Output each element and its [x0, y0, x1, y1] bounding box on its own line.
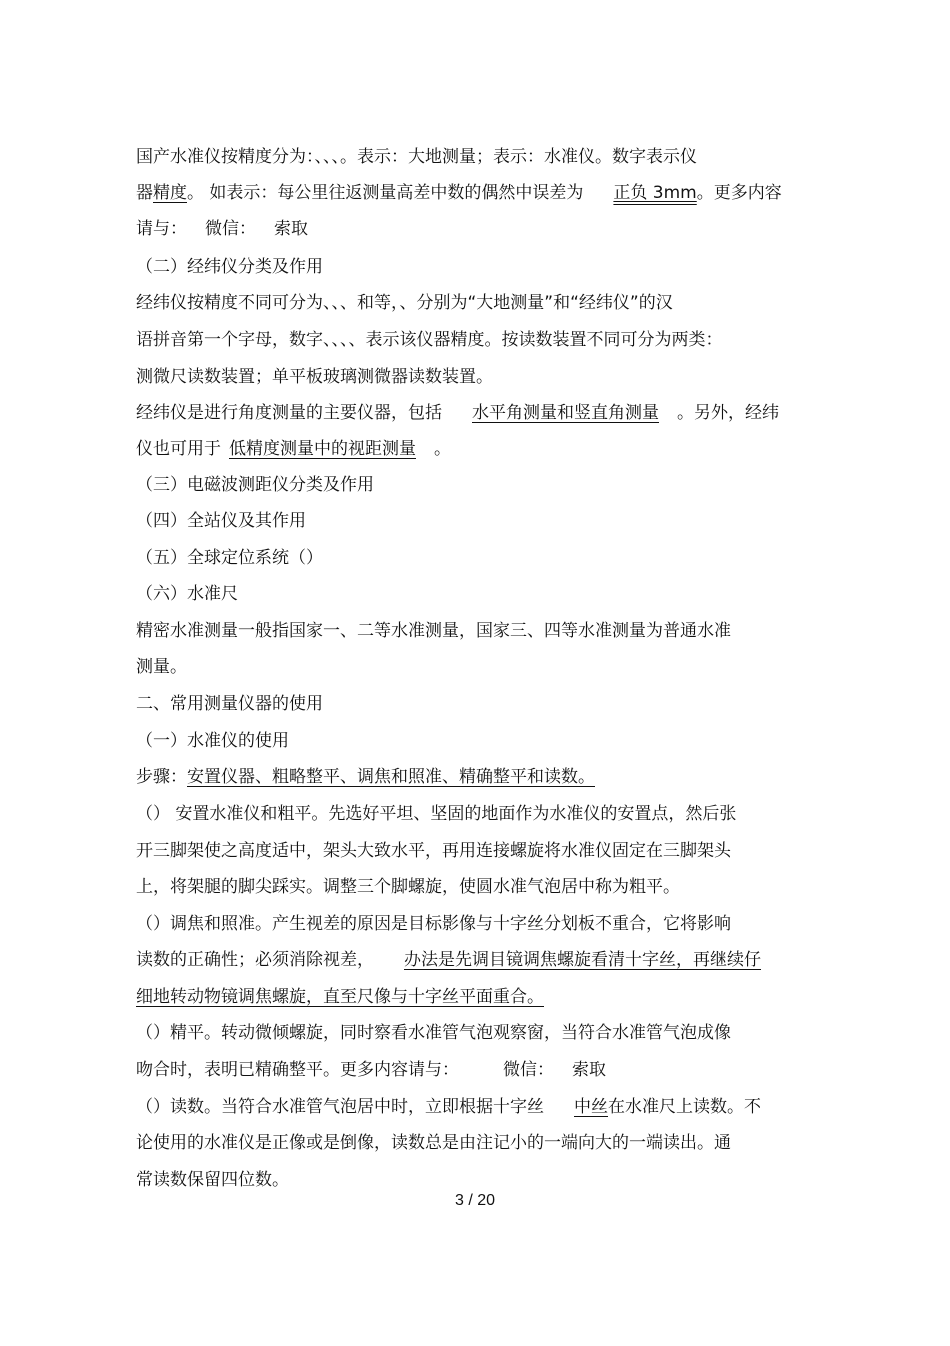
- para-line-14: 精密水准测量一般指国家一、二等水准测量，国家三、四等水准测量为普通水准: [136, 621, 731, 641]
- page-number: 3 / 20: [454, 1192, 496, 1209]
- fill-blank-precision: 精度: [153, 183, 187, 203]
- para-line-20: 开三脚架使之高度适中，架头大致水平，再用连接螺旋将水准仪固定在三脚架头: [136, 841, 731, 861]
- para-line-23: 读数的正确性；必须消除视差， 办法是先调目镜调焦螺旋看清十字丝，再继续仔: [136, 950, 761, 970]
- para-line-1: 国产水准仪按精度分为：、、、。表示：大地测量；表示：水准仪。数字表示仪: [136, 147, 697, 167]
- section-heading-usage: 二、常用测量仪器的使用: [136, 694, 323, 714]
- para-line-18: 步骤：安置仪器、粗略整平、调焦和照准、精确整平和读数。: [136, 767, 595, 787]
- fill-blank-steps: 安置仪器、粗略整平、调焦和照准、精确整平和读数。: [187, 767, 595, 787]
- para-line-22: （）调焦和照准。产生视差的原因是目标影像与十字丝分划板不重合，它将影响: [136, 914, 731, 934]
- fill-blank-middle-hair: 中丝: [574, 1097, 608, 1117]
- para-line-27: （）读数。当符合水准管气泡居中时，立即根据十字丝 中丝在水准尺上读数。不: [136, 1097, 761, 1117]
- para-line-8: 经纬仪是进行角度测量的主要仪器，包括 水平角测量和竖直角测量 。另外，经纬: [136, 403, 779, 423]
- fill-blank-stadia: 低精度测量中的视距测量: [229, 439, 416, 459]
- para-line-5: 经纬仪按精度不同可分为、、、和等，、分别为“大地测量”和“经纬仪”的汉: [136, 293, 673, 313]
- para-line-24: [136, 986, 544, 1008]
- para-line-2: 器精度。 如表示：每公里往返测量高差中数的偶然中误差为 正负 3mm。更多内容: [136, 183, 782, 203]
- para-line-19: （） 安置水准仪和粗平。先选好平坦、坚固的地面作为水准仪的安置点，然后张: [136, 804, 737, 824]
- para-line-26: 吻合时，表明已精确整平。更多内容请与： 微信： 索取: [136, 1060, 606, 1080]
- para-line-21: 上，将架腿的脚尖踩实。调整三个脚螺旋，使圆水准气泡居中称为粗平。: [136, 877, 680, 897]
- section-heading-staff: （六）水准尺: [136, 584, 238, 604]
- fill-blank-error: 正负 3mm: [613, 183, 697, 203]
- fill-blank-parallax-2: 细地转动物镜调焦螺旋，直至尺像与十字丝平面重合。: [136, 987, 544, 1007]
- para-line-15: 测量。: [136, 657, 187, 677]
- para-line-6: 语拼音第一个字母，数字、、、、表示该仪器精度。按读数装置不同可分为两类：: [136, 330, 723, 350]
- section-heading-level-usage: （一）水准仪的使用: [136, 731, 289, 751]
- para-line-7: 测微尺读数装置；单平板玻璃测微器读数装置。: [136, 367, 493, 387]
- para-line-25: （）精平。转动微倾螺旋，同时察看水准管气泡观察窗，当符合水准管气泡成像: [136, 1023, 731, 1043]
- fill-blank-parallax-1: 办法是先调目镜调焦螺旋看清十字丝，再继续仔: [404, 950, 761, 970]
- para-line-29: 常读数保留四位数。: [136, 1170, 289, 1190]
- section-heading-theodolite: （二）经纬仪分类及作用: [136, 257, 323, 277]
- section-heading-gps: （五）全球定位系统（）: [136, 548, 323, 568]
- para-line-9: 仪也可用于 低精度测量中的视距测量 。: [136, 439, 451, 459]
- section-heading-edm: （三）电磁波测距仪分类及作用: [136, 475, 374, 495]
- section-heading-total-station: （四）全站仪及其作用: [136, 511, 306, 531]
- fill-blank-angle: 水平角测量和竖直角测量: [472, 403, 659, 423]
- para-line-28: 论使用的水准仪是正像或是倒像，读数总是由注记小的一端向大的一端读出。通: [136, 1133, 731, 1153]
- para-line-3: 请与： 微信： 索取: [136, 219, 308, 239]
